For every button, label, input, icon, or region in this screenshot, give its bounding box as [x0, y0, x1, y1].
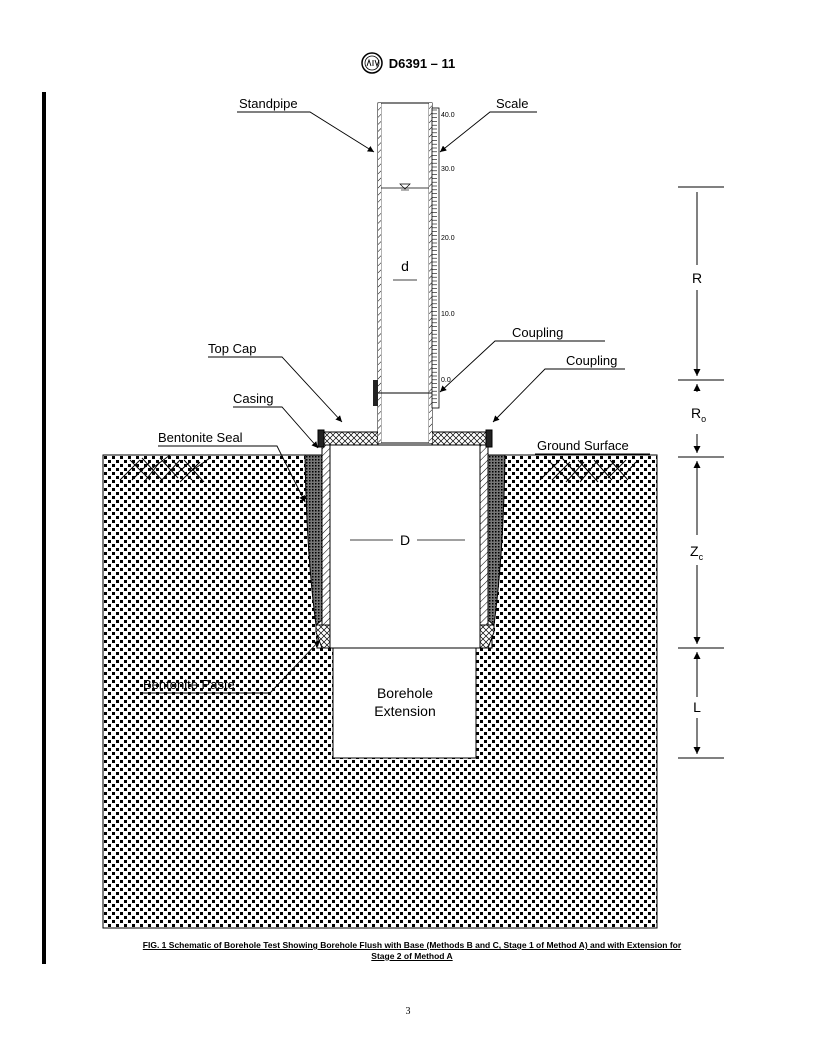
document-id: D6391 – 11 [388, 55, 456, 71]
scale-label-30: 30.0 [441, 166, 455, 173]
label-borehole-extension-2: Extension [374, 703, 436, 719]
label-bentonite-paste: Bentonite Paste [143, 677, 235, 692]
coupling-lower-right [486, 430, 492, 447]
top-cap-left [322, 432, 378, 445]
label-R: R [691, 270, 703, 286]
label-d: d [401, 258, 409, 274]
scale-label-0: 0.0 [441, 377, 451, 384]
scale-label-10: 10.0 [441, 311, 455, 318]
label-L: L [693, 699, 701, 715]
caption-line-1: FIG. 1 Schematic of Borehole Test Showing Borehole Flush with Base (Methods B and C, Stage 1 of Method A) and with Extension for [142, 940, 682, 950]
label-top-cap: Top Cap [208, 341, 257, 356]
label-standpipe: Standpipe [239, 96, 298, 111]
coupling-upper-left [373, 380, 378, 406]
figure-caption [62, 940, 762, 962]
label-D: D [399, 532, 411, 548]
casing-wall-left [322, 445, 330, 630]
top-cap-right [432, 432, 488, 445]
label-coupling-lower: Coupling [566, 353, 618, 368]
bentonite-paste-left [316, 625, 330, 648]
page-number: 3 [405, 1006, 411, 1017]
label-ground-surface: Ground Surface [537, 438, 629, 453]
coupling-lower-left [318, 430, 324, 447]
caption-line-2: Stage 2 of Method A [371, 951, 453, 961]
casing-wall-right [480, 445, 488, 630]
label-borehole-extension-1: Borehole [376, 685, 434, 701]
label-Ro: $R_o$ [691, 405, 707, 424]
label-Zc: $Z_c$ [690, 543, 704, 562]
label-coupling-upper: Coupling [512, 325, 564, 340]
label-bentonite-seal: Bentonite Seal [158, 430, 243, 445]
scale-label-20: 20.0 [441, 235, 455, 242]
label-scale: Scale [496, 96, 529, 111]
scale-label-40: 40.0 [441, 112, 455, 119]
label-casing: Casing [233, 391, 274, 406]
